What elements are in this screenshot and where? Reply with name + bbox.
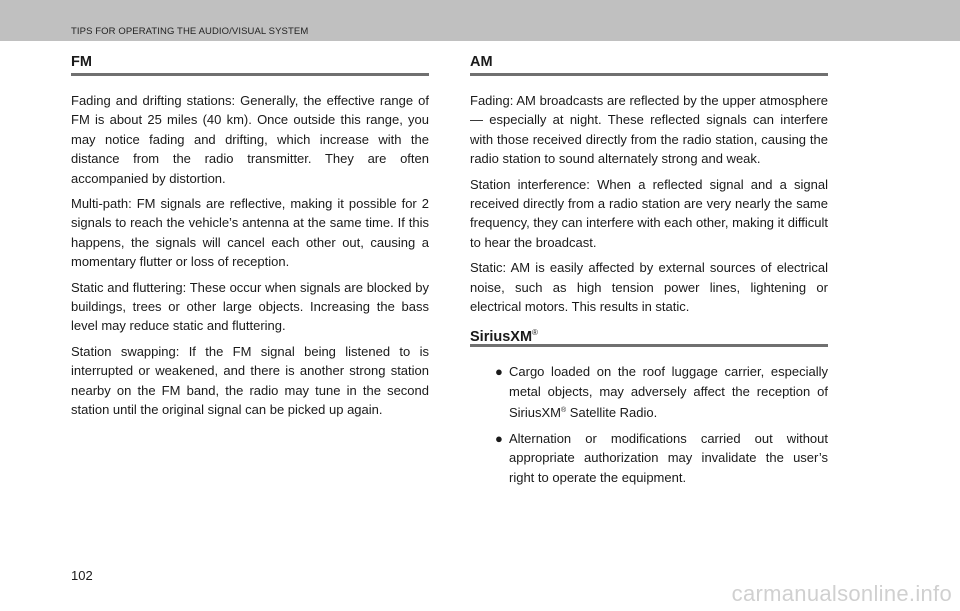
list-item-text: Cargo loaded on the roof luggage carrier, especially metal objects, may adversely affect the reception of SiriusXM: [509, 364, 828, 421]
section-title: TIPS FOR OPERATING THE AUDIO/VISUAL SYSTEM: [71, 26, 309, 37]
registered-mark: ®: [532, 328, 538, 338]
am-paragraph: Station interference: When a reflected signal and a signal received directly from a radio station are very nearly the same frequency, they can interfere with each other, making it difficult to hear the broadcast.: [470, 176, 828, 250]
fm-heading: FM: [71, 54, 92, 70]
list-item: [495, 362, 828, 422]
siriusxm-heading: [470, 323, 828, 346]
page-header-bar: [0, 0, 960, 41]
bullet-icon: ●: [495, 430, 503, 446]
siriusxm-section: [470, 323, 828, 486]
fm-paragraph: Static and fluttering: These occur when signals are blocked by buildings, trees or other large objects. Increasing the bass level may reduce static and fluttering.: [71, 279, 429, 334]
am-paragraph: Fading: AM broadcasts are reflected by the upper atmosphere — especially at night. These reflected signals can interfere with those received directly from the radio station, causing the radio station to sound alternately strong and weak.: [470, 93, 828, 167]
fm-paragraph: Multi-path: FM signals are reflective, making it possible for 2 signals to reach the vehicle’s antenna at the same time. If this happens, the signals will cancel each other out, causing a momentary flutter or loss of reception.: [71, 196, 429, 270]
watermark: carmanualsonline.info: [731, 581, 952, 606]
registered-mark: ®: [561, 407, 567, 415]
fm-paragraph: Station swapping: If the FM signal being listened to is interrupted or weakened, and there is another strong station nearby on the FM band, the radio may tune in the second station until the original signal can be picked up again.: [71, 343, 429, 418]
fm-section: [71, 52, 429, 426]
fm-paragraph: Fading and drifting stations: Generally, the effective range of FM is about 25 miles (40 km). Once outside this range, you may notice fading and drifting, which increase with the distance from the radio transmitter. They are often accompanied by distortion.: [71, 93, 429, 186]
bullet-icon: ●: [495, 364, 503, 380]
list-item-text: Satellite Radio.: [566, 405, 658, 421]
page-number: 102: [71, 568, 93, 583]
list-item-text: Alternation or modifications carried out without appropriate authorization may invalidate the user’s right to operate the equipment.: [509, 430, 828, 485]
am-heading: AM: [470, 54, 493, 70]
heading-rule: [470, 73, 828, 76]
am-siriusxm-column: [470, 52, 828, 493]
am-paragraph: Static: AM is easily affected by external sources of electrical noise, such as high tension power lines, lightening or electrical motors. This results in static.: [470, 260, 828, 315]
heading-rule: [71, 73, 429, 76]
siriusxm-heading-text: SiriusXM: [470, 329, 533, 346]
siriusxm-bullet-list: [470, 362, 828, 486]
list-item: [495, 429, 828, 487]
